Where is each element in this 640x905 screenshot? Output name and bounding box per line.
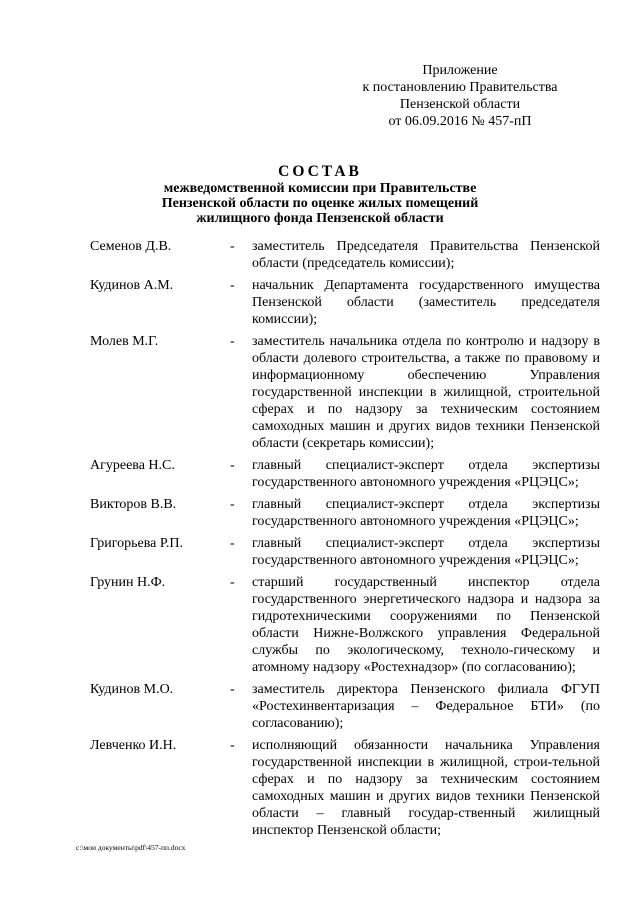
member-role: исполняющий обязанности начальника Управления государственной инспекции в жилищной, строи-тельной сферах и по надзору за техническим состоянием самоходных машин и других видов техники Пензенской области – главный государ-ственный жилищный инспектор Пензенской области; <box>252 738 600 838</box>
member-role: заместитель директора Пензенского филиала ФГУП «Ростехинвентаризация – Федеральное БТИ» (по согласованию); <box>252 682 600 731</box>
member-role: главный специалист-эксперт отдела экспертизы государственного автономного учреждения «РЦЭЦС»; <box>252 458 600 490</box>
appendix-block <box>340 62 580 130</box>
member-dash: - <box>230 738 235 753</box>
subtitle-line: Пензенской области по оценке жилых помещений <box>161 196 479 211</box>
subtitle-line: межведомственной комиссии при Правительстве <box>163 181 477 196</box>
member-role: начальник Департамента государственного имущества Пензенской области (заместитель председателя комиссии); <box>252 278 600 327</box>
document-subtitle <box>120 181 520 226</box>
member-dash: - <box>230 278 235 293</box>
member-name: Молев М.Г. <box>90 334 159 349</box>
member-role: главный специалист-эксперт отдела экспертизы государственного автономного учреждения «РЦЭЦС»; <box>252 536 600 568</box>
member-role: заместитель начальника отдела по контролю и надзору в области долевого строительства, а также по правовому и информационному обеспечению Управления государственной инспекции в жилищной, строительной сферах и по надзору за техническим состоянием самоходных машин и других видов техники Пензенской области (секретарь комиссии); <box>252 334 600 451</box>
member-dash: - <box>230 458 235 473</box>
member-dash: - <box>230 334 235 349</box>
member-row <box>90 535 600 569</box>
member-name: Кудинов А.М. <box>90 278 174 293</box>
member-dash: - <box>230 497 235 512</box>
member-dash: - <box>230 682 235 697</box>
member-name: Агуреева Н.С. <box>90 458 175 473</box>
appendix-line: Пензенской области <box>399 97 521 112</box>
member-name: Семенов Д.В. <box>90 239 172 254</box>
member-dash: - <box>230 536 235 551</box>
member-row <box>90 333 600 452</box>
member-row <box>90 681 600 732</box>
subtitle-line: жилищного фонда Пензенской области <box>196 211 444 226</box>
appendix-line: от 06.09.2016 № 457-пП <box>388 114 532 129</box>
member-name: Кудинов М.О. <box>90 682 174 697</box>
member-row <box>90 496 600 530</box>
member-row <box>90 737 600 839</box>
member-name: Викторов В.В. <box>90 497 177 512</box>
members-list <box>90 238 600 839</box>
member-role: заместитель Председателя Правительства Пензенской области (председатель комиссии); <box>252 239 600 271</box>
member-name: Левченко И.Н. <box>90 738 177 753</box>
member-dash: - <box>230 575 235 590</box>
file-path-footer: c:\мои документы\pdf\457-пп.docx <box>76 843 186 852</box>
member-row <box>90 277 600 328</box>
member-row <box>90 238 600 272</box>
document-title: СОСТАВ <box>278 163 362 180</box>
member-row <box>90 574 600 676</box>
member-dash: - <box>230 239 235 254</box>
member-row <box>90 457 600 491</box>
member-role: главный специалист-эксперт отдела экспертизы государственного автономного учреждения «РЦЭЦС»; <box>252 497 600 529</box>
appendix-line: Приложение <box>422 63 498 78</box>
appendix-line: к постановлению Правительства <box>362 80 558 95</box>
member-role: старший государственный инспектор отдела государственного энергетического надзора и надзора за гидротехническими сооружениями по Пензенской области Нижне-Волжского управления Федеральной службы по экологическому, техноло-гическому и атомному надзору «Ростехнадзор» (по согласованию); <box>252 575 600 675</box>
member-name: Григорьева Р.П. <box>90 536 183 551</box>
member-name: Грунин Н.Ф. <box>90 575 166 590</box>
